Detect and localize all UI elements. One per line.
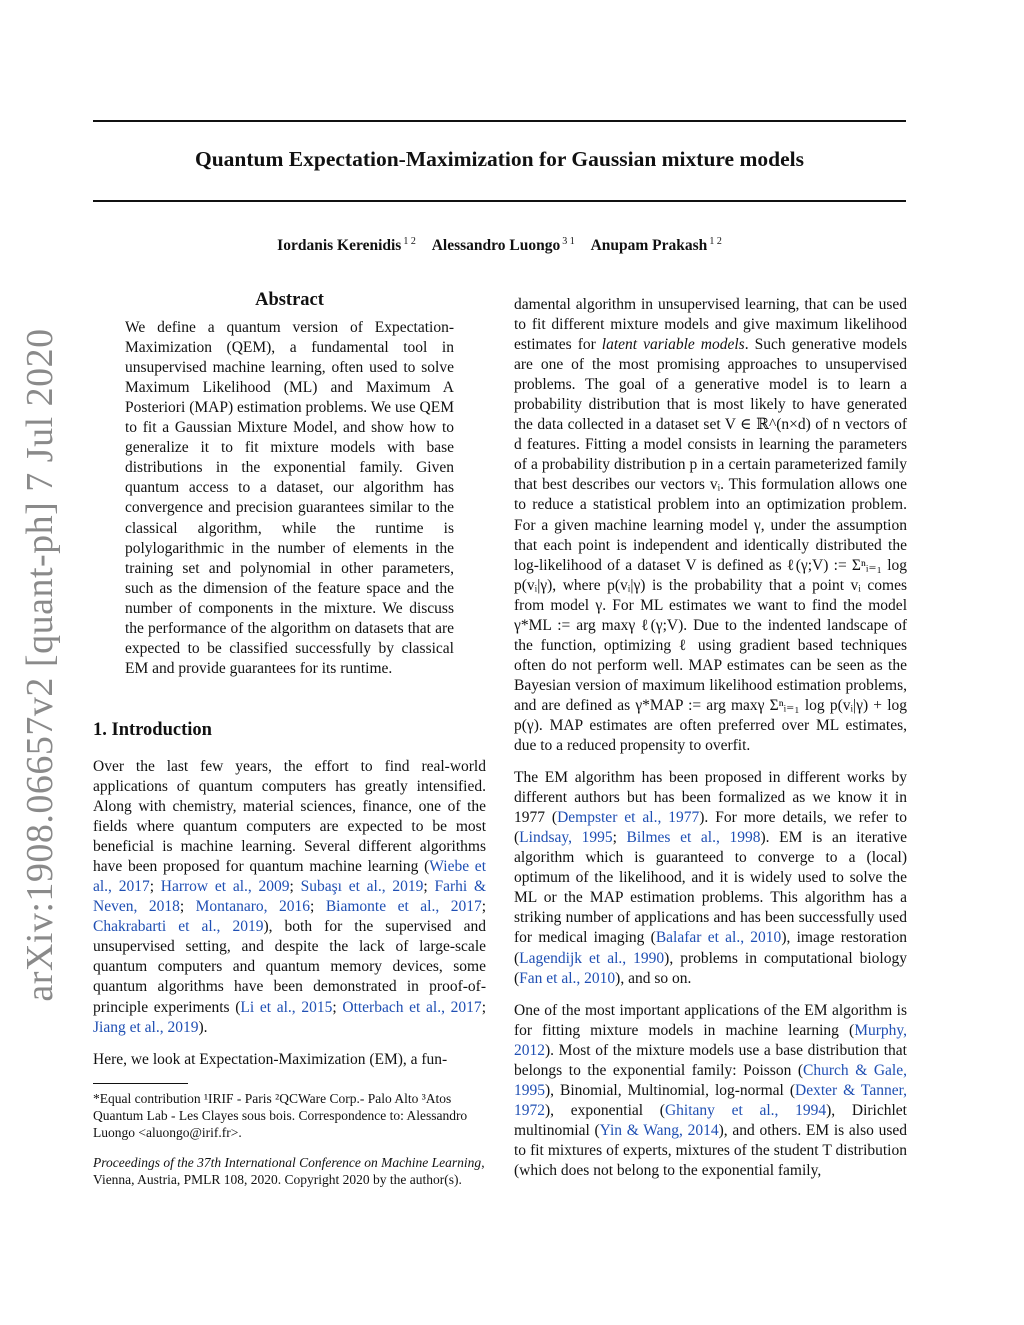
citation-link[interactable]: Murphy, 2012 bbox=[514, 1021, 907, 1059]
intro-paragraph-1: Over the last few years, the effort to find real-world applications of quantum computers has greatly intensified. Along with chemistry, material sciences, finance, one of the fields where quantum computers are expected to be most beneficial is machine learning. Several different algorithms have been proposed for quantum machine learning (Wiebe et al., 2017; Harrow et al., 2009; Subaşı et al., 2019; Farhi & Neven, 2018; Montanaro, 2016; Biamonte et al., 2017; Chakrabarti et al., 2019), both for the supervised and unsupervised setting, and despite the lack of large-scale quantum computers and quantum memory devices, some quantum algorithms have been demonstrated in proof-of-principle experiments (Li et al., 2015; Otterbach et al., 2017; Jiang et al., 2019). bbox=[93, 757, 487, 1036]
right-paragraph-2: The EM algorithm has been proposed in different works by different authors but has been formalized as we know it in 1977 (Dempster et al., 1977). For more details, we refer to (Lindsay, 1995; Bilmes et al., 1998). EM is an iterative algorithm which is guaranteed to converge to a (local) optimum of the likelihood, and it is widely used to solve the ML or the MAP estimation problems. This algorithm has a striking number of applications and has been successfully used for medical imaging (Balafar et al., 2010), image restoration (Lagendijk et al., 1990), problems in computational biology (Fan et al., 2010), and so on. bbox=[514, 769, 907, 987]
citation-link[interactable]: Ghitany et al., 1994 bbox=[664, 1101, 827, 1119]
proceedings-note: Proceedings of the 37th International Conference on Machine Learning, Vienna, Austria, PMLR 108, 2020. Copyright 2020 by the author(s). bbox=[93, 1154, 485, 1187]
arxiv-stamp: arXiv:1908.06657v2 [quant-ph] 7 Jul 2020 bbox=[19, 328, 61, 1002]
right-paragraph-1: damental algorithm in unsupervised learning, that can be used to fit different mixture models and give maximum likelihood estimates for latent variable models. Such generative models are one of the most promising approaches to unsupervised problems. The goal of a generative model is to learn a probability distribution that is most likely to have generated the data collected in a dataset set V ∈ ℝ^(n×d) of n vectors of d features. Fitting a model consists in learning the parameters of a probability distribution p in a certain parameterized family that best describes our vectors vᵢ. This formulation allows one to reduce a statistical problem into an optimization problem. For a given machine learning model γ, under the assumption that each point is independent and identically distributed the log-likelihood of a dataset V is defined as ℓ(γ;V) := Σⁿᵢ₌₁ log p(vᵢ|γ), where p(vᵢ|γ) is the probability that a point vᵢ comes from model γ. For ML estimates we want to find the model γ*ML := arg maxγ ℓ(γ;V). Due to the indented landscape of the function, optimizing ℓ using gradient based techniques often do not perform well. MAP estimates can be seen as the Bayesian version of maximum likelihood estimation problems, and are defined as γ*MAP := arg maxγ Σⁿᵢ₌₁ log p(vᵢ|γ) + log p(γ). MAP estimates are often preferred over ML estimates, due to a reduced propensity to overfit. bbox=[514, 296, 907, 755]
citation-link[interactable]: Wiebe et al., 2017 bbox=[93, 858, 486, 896]
citation-link[interactable]: Montanaro, 2016 bbox=[195, 898, 311, 916]
intro-paragraph-2: Here, we look at Expectation-Maximization (EM), a fun- bbox=[93, 1050, 448, 1068]
right-column bbox=[514, 295, 907, 1181]
top-rule bbox=[93, 120, 906, 122]
citation-link[interactable]: Harrow et al., 2009 bbox=[160, 878, 290, 896]
author: Anupam Prakash $^{1 2}$ bbox=[590, 236, 722, 255]
author: Alessandro Luongo $^{3 1}$ bbox=[431, 236, 575, 255]
citation-link[interactable]: Subaşı et al., 2019 bbox=[300, 878, 424, 896]
citation-link[interactable]: Bilmes et al., 1998 bbox=[626, 829, 761, 847]
citation-link[interactable]: Balafar et al., 2010 bbox=[655, 929, 782, 947]
citation-link[interactable]: Farhi & Neven, 2018 bbox=[93, 878, 487, 916]
affiliation-footnote: *Equal contribution ¹IRIF - Paris ²QCWare Corp.- Palo Alto ³Atos Quantum Lab - Les Clayes sous bois. Correspondence to: Alessandro Luongo <aluongo@irif.fr>. bbox=[93, 1090, 468, 1140]
author: Iordanis Kerenidis $^{1 2}$ bbox=[277, 236, 416, 255]
left-column bbox=[93, 290, 486, 1188]
citation-link[interactable]: Biamonte et al., 2017 bbox=[325, 898, 482, 916]
citation-link[interactable]: Chakrabarti et al., 2019 bbox=[93, 918, 264, 936]
citation-link[interactable]: Dempster et al., 1977 bbox=[557, 809, 700, 827]
title-bottom-rule bbox=[93, 200, 906, 202]
citation-link[interactable]: Church & Gale, 1995 bbox=[514, 1061, 907, 1099]
citation-link[interactable]: Lagendijk et al., 1990 bbox=[519, 949, 665, 967]
author-list bbox=[93, 236, 906, 255]
citation-link[interactable]: Dexter & Tanner, 1972 bbox=[514, 1081, 907, 1119]
abstract-heading: Abstract bbox=[255, 290, 324, 310]
footnote-rule bbox=[93, 1083, 188, 1084]
citation-link[interactable]: Fan et al., 2010 bbox=[519, 969, 616, 987]
citation-link[interactable]: Jiang et al., 2019 bbox=[93, 1018, 199, 1036]
section-heading-introduction: 1. Introduction bbox=[93, 719, 212, 740]
citation-link[interactable]: Lindsay, 1995 bbox=[519, 829, 613, 847]
paper-title: Quantum Expectation-Maximization for Gaussian mixture models bbox=[195, 147, 804, 171]
abstract-body: We define a quantum version of Expectation-Maximization (QEM), a fundamental tool in unsupervised machine learning, often used to solve Maximum Likelihood (ML) and Maximum A Posteriori (MAP) estimation problems. We use QEM to fit a Gaussian Mixture Model, and show how to generalize it to fit mixture models with base distributions in the exponential family. Given quantum access to a dataset, our algorithm has convergence and precision guarantees similar to the classical algorithm, while the runtime is polylogarithmic in the number of elements in the training set and polynomial in other parameters, such as the dimension of the feature space and the number of components in the mixture. We discuss the performance of the algorithm on datasets that are expected to be classified successfully by classical EM and provide guarantees for its runtime. bbox=[125, 319, 454, 677]
citation-link[interactable]: Otterbach et al., 2017 bbox=[342, 998, 482, 1016]
citation-link[interactable]: Li et al., 2015 bbox=[240, 998, 333, 1016]
citation-link[interactable]: Yin & Wang, 2014 bbox=[599, 1121, 719, 1139]
right-paragraph-3: One of the most important applications of the EM algorithm is for fitting mixture models in machine learning (Murphy, 2012). Most of the mixture models use a base distribution that belongs to the exponential family: Poisson (Church & Gale, 1995), Binomial, Multinomial, log-normal (Dexter & Tanner, 1972), exponential (Ghitany et al., 1994), Dirichlet multinomial (Yin & Wang, 2014), and others. EM is also used to fit mixtures of experts, mixtures of the student T distribution (which does not belong to the exponential family, bbox=[514, 1001, 908, 1179]
